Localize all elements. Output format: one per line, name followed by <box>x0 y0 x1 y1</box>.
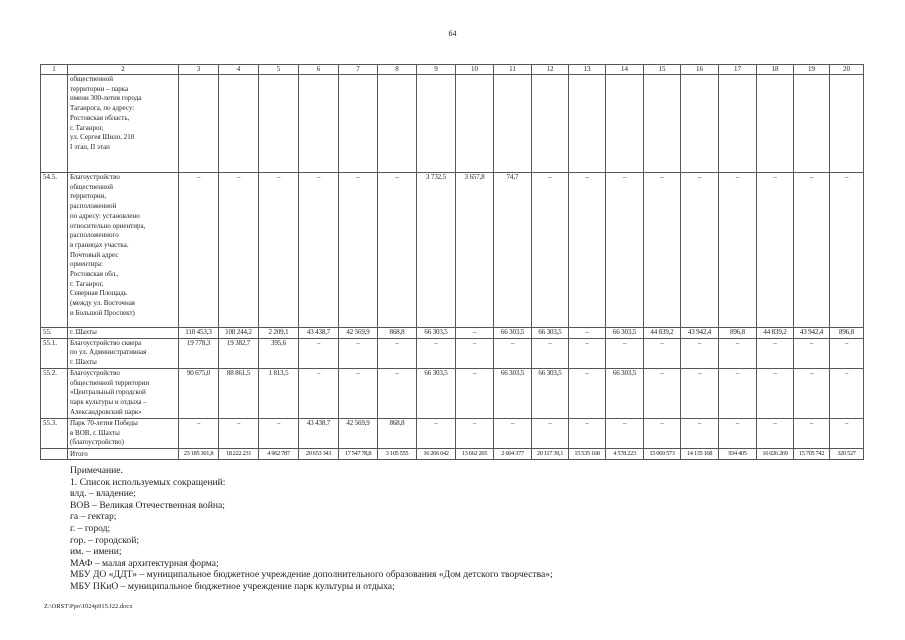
column-number-header: 19 <box>794 65 830 75</box>
table-cell-col18: – <box>757 368 794 418</box>
table-cell-col17 <box>719 75 757 173</box>
table-cell-col3: 23 185 301,8 <box>179 448 219 459</box>
table-cell-col8: – <box>378 368 417 418</box>
table-cell-col12: – <box>532 418 569 448</box>
table-cell-col3: 19 778,3 <box>179 338 219 368</box>
table-cell-col11: – <box>494 418 532 448</box>
table-cell-col18: – <box>757 173 794 328</box>
table-cell-col15 <box>644 75 681 173</box>
table-cell-col5: 395,6 <box>259 338 299 368</box>
table-cell-col7: 42 569,9 <box>339 328 378 339</box>
table-cell-col12: – <box>532 173 569 328</box>
table-cell-col17: – <box>719 418 757 448</box>
table-cell-col13: – <box>569 418 606 448</box>
table-cell-col16: – <box>681 338 719 368</box>
table-cell-col13: 15 535 168 <box>569 448 606 459</box>
table-cell-col14: 4 578 223 <box>606 448 644 459</box>
table-cell-col20: – <box>830 173 864 328</box>
table-cell-col4: 108 244,2 <box>219 328 259 339</box>
table-cell-col15: – <box>644 418 681 448</box>
column-number-header: 16 <box>681 65 719 75</box>
column-number-header: 7 <box>339 65 378 75</box>
table-cell-col19: 15 705 742 <box>794 448 830 459</box>
table-cell-col3: – <box>179 418 219 448</box>
column-number-header: 17 <box>719 65 757 75</box>
table-cell-col4 <box>219 75 259 173</box>
column-number-header: 6 <box>299 65 339 75</box>
table-cell-col9: 16 266 642 <box>417 448 456 459</box>
table-cell-col13 <box>569 75 606 173</box>
table-cell-col7: 42 569,9 <box>339 418 378 448</box>
table-cell-col14: – <box>606 418 644 448</box>
table-cell-col3: 90 675,0 <box>179 368 219 418</box>
table-cell-col2: Парк 70-летия Победы в ВОВ, г. Шахты (благоустройство) <box>68 418 179 448</box>
table-total-row <box>41 448 864 459</box>
table-cell-col12 <box>532 75 569 173</box>
table-cell-col14 <box>606 75 644 173</box>
table-cell-col1 <box>41 75 68 173</box>
table-cell-col14: 66 303,5 <box>606 328 644 339</box>
column-number-header: 2 <box>68 65 179 75</box>
table-cell-col2: Благоустройство общественной территории, расположенной по адресу: установлено относительно ориентира, расположенного в границах участка. Почтовый адрес ориентира: Ростовская обл., г. Таганрог, Северная Площадь (между ул. Восточная и Большой Проспект) <box>68 173 179 328</box>
table-cell-col19: 43 942,4 <box>794 328 830 339</box>
table-cell-col6: – <box>299 368 339 418</box>
table-cell-col20: – <box>830 418 864 448</box>
note-line: влд. – владение; <box>70 488 136 500</box>
note-line: МБУ ДО «ДДТ» – муниципальное бюджетное учреждение дополнительного образования «Дом детского творчества»; <box>70 569 553 581</box>
table-cell-col16: – <box>681 173 719 328</box>
table-cell-col8: 868,8 <box>378 328 417 339</box>
table-cell-col20 <box>830 75 864 173</box>
table-cell-col13: – <box>569 368 606 418</box>
table-cell-col14: 66 303,5 <box>606 368 644 418</box>
table-cell-col12: 66 303,5 <box>532 368 569 418</box>
note-line: га – гектар; <box>70 511 117 523</box>
table-cell-col9: 3 732,5 <box>417 173 456 328</box>
table-cell-col16: 14 135 168 <box>681 448 719 459</box>
table-cell-col10: 13 662 265 <box>456 448 494 459</box>
column-number-header: 20 <box>830 65 864 75</box>
table-cell-col5: – <box>259 173 299 328</box>
table-cell-col17: – <box>719 368 757 418</box>
table-cell-col2: Благоустройство сквера по ул. Административная г. Шахты <box>68 338 179 368</box>
table-cell-col10: – <box>456 328 494 339</box>
table-cell-col14: – <box>606 173 644 328</box>
table-cell-col17: – <box>719 338 757 368</box>
table-cell-col9: – <box>417 418 456 448</box>
table-cell-col15: 44 839,2 <box>644 328 681 339</box>
table-cell-col7 <box>339 75 378 173</box>
table-cell-col18: – <box>757 418 794 448</box>
table-cell-col6: – <box>299 338 339 368</box>
table-cell-col4: – <box>219 418 259 448</box>
table-cell-col1: 55. <box>41 328 68 339</box>
table-cell-col15: – <box>644 338 681 368</box>
table-cell-col3 <box>179 75 219 173</box>
table-cell-col11: 66 303,5 <box>494 368 532 418</box>
table-cell-col4: 19 382,7 <box>219 338 259 368</box>
note-line: ВОВ – Великая Отечественная война; <box>70 499 225 511</box>
table-cell-col6: 20 653 343 <box>299 448 339 459</box>
column-number-header: 12 <box>532 65 569 75</box>
table-cell-col4: – <box>219 173 259 328</box>
table-cell-col16: – <box>681 368 719 418</box>
table-row <box>41 418 864 448</box>
table-cell-col20: – <box>830 368 864 418</box>
column-number-header: 15 <box>644 65 681 75</box>
notes-section <box>70 465 553 593</box>
table-cell-col17: 934 405 <box>719 448 757 459</box>
table-cell-col2: Благоустройство общественной территории «Центральный городской парк культуры и отдыха – Александровский парк» <box>68 368 179 418</box>
note-line: МАФ – малая архитектурная форма; <box>70 557 219 569</box>
table-cell-col9: 66 303,5 <box>417 328 456 339</box>
table-cell-col11 <box>494 75 532 173</box>
table-cell-col19 <box>794 75 830 173</box>
table-cell-col19: – <box>794 338 830 368</box>
table-cell-col17: – <box>719 173 757 328</box>
table-cell-col3: – <box>179 173 219 328</box>
table-cell-col7: – <box>339 368 378 418</box>
table-cell-col10 <box>456 75 494 173</box>
table-cell-col11: 2 604 377 <box>494 448 532 459</box>
table-cell-col8: – <box>378 173 417 328</box>
table-cell-col19: – <box>794 368 830 418</box>
table-row <box>41 368 864 418</box>
table-cell-col11: – <box>494 338 532 368</box>
table-cell-col18 <box>757 75 794 173</box>
table-cell-col15: – <box>644 368 681 418</box>
table-cell-col12: 20 117 39,1 <box>532 448 569 459</box>
table-cell-col9 <box>417 75 456 173</box>
column-number-header: 14 <box>606 65 644 75</box>
table-cell-col8 <box>378 75 417 173</box>
column-number-header: 9 <box>417 65 456 75</box>
table-cell-col19: – <box>794 418 830 448</box>
table-cell-col14: – <box>606 338 644 368</box>
notes-title: Примечание. <box>70 465 123 476</box>
table-cell-col1 <box>41 448 68 459</box>
table-cell-col10: – <box>456 368 494 418</box>
column-number-header: 11 <box>494 65 532 75</box>
note-line: МБУ ПКиО – муниципальное бюджетное учреждение парк культуры и отдыха; <box>70 580 395 592</box>
table-cell-col5: 1 813,5 <box>259 368 299 418</box>
table-cell-col7: 17 547 78,8 <box>339 448 378 459</box>
column-number-header: 5 <box>259 65 299 75</box>
table-cell-col13: – <box>569 338 606 368</box>
table-cell-col19: – <box>794 173 830 328</box>
table-cell-col10: – <box>456 338 494 368</box>
table-cell-col18: – <box>757 338 794 368</box>
table-row <box>41 328 864 339</box>
column-number-header: 1 <box>41 65 68 75</box>
table-cell-col18: 16 026 269 <box>757 448 794 459</box>
note-line: 1. Список используемых сокращений: <box>70 476 226 488</box>
footer-file-path: Z:\ORST\Ppo\1024p915.f22.docx <box>44 603 133 610</box>
column-number-header: 4 <box>219 65 259 75</box>
table-cell-col12: – <box>532 338 569 368</box>
table-cell-col4: 18 222 231 <box>219 448 259 459</box>
column-number-header: 8 <box>378 65 417 75</box>
table-cell-col9: 66 303,5 <box>417 368 456 418</box>
table-cell-col1: 54.5. <box>41 173 68 328</box>
column-number-header: 18 <box>757 65 794 75</box>
table-cell-col6: – <box>299 173 339 328</box>
table-row <box>41 338 864 368</box>
table-cell-col3: 110 453,3 <box>179 328 219 339</box>
table-cell-col8: 3 105 555 <box>378 448 417 459</box>
table-cell-col6: 43 438,7 <box>299 328 339 339</box>
table-cell-col11: 66 303,5 <box>494 328 532 339</box>
table-cell-col7: – <box>339 173 378 328</box>
table-cell-col1: 55.3. <box>41 418 68 448</box>
table-cell-col2: г. Шахты <box>68 328 179 339</box>
table-cell-col1: 55.2. <box>41 368 68 418</box>
table-cell-col13: – <box>569 173 606 328</box>
table-cell-col2: Итого <box>68 448 179 459</box>
table-header-row <box>41 65 864 75</box>
table-row <box>41 173 864 328</box>
table-cell-col2: общественной территории – парка имени 300-летия города Таганрога, по адресу: Ростовская область, г. Таганрог, ул. Сергея Шило, 210 I этап, II этап <box>68 75 179 173</box>
page-number: 64 <box>448 29 457 38</box>
table-cell-col5: 2 209,1 <box>259 328 299 339</box>
table-cell-col5 <box>259 75 299 173</box>
table-cell-col6: 43 438,7 <box>299 418 339 448</box>
table-cell-col12: 66 303,5 <box>532 328 569 339</box>
table-cell-col5: 4 962 787 <box>259 448 299 459</box>
table-cell-col18: 44 839,2 <box>757 328 794 339</box>
table-row <box>41 75 864 173</box>
column-number-header: 3 <box>179 65 219 75</box>
table-cell-col6 <box>299 75 339 173</box>
note-line: г. – город; <box>70 522 111 534</box>
table-cell-col20: 896,8 <box>830 328 864 339</box>
table-cell-col7: – <box>339 338 378 368</box>
table-cell-col8: – <box>378 338 417 368</box>
table-cell-col15: 15 069 573 <box>644 448 681 459</box>
table-cell-col4: 88 861,5 <box>219 368 259 418</box>
table-cell-col16 <box>681 75 719 173</box>
table-cell-col9: – <box>417 338 456 368</box>
table-cell-col10: – <box>456 418 494 448</box>
table-cell-col10: 3 657,8 <box>456 173 494 328</box>
note-line: им. – имени; <box>70 546 122 558</box>
table-cell-col5: – <box>259 418 299 448</box>
table-cell-col16: – <box>681 418 719 448</box>
table-cell-col20: 320 527 <box>830 448 864 459</box>
table-cell-col8: 868,8 <box>378 418 417 448</box>
column-number-header: 10 <box>456 65 494 75</box>
table-cell-col11: 74,7 <box>494 173 532 328</box>
table-cell-col15: – <box>644 173 681 328</box>
note-line: гор. – городской; <box>70 534 140 546</box>
table-cell-col20: – <box>830 338 864 368</box>
table-cell-col13: – <box>569 328 606 339</box>
column-number-header: 13 <box>569 65 606 75</box>
table-cell-col1: 55.1. <box>41 338 68 368</box>
budget-table <box>40 64 864 460</box>
table-cell-col16: 43 942,4 <box>681 328 719 339</box>
table-cell-col17: 896,8 <box>719 328 757 339</box>
